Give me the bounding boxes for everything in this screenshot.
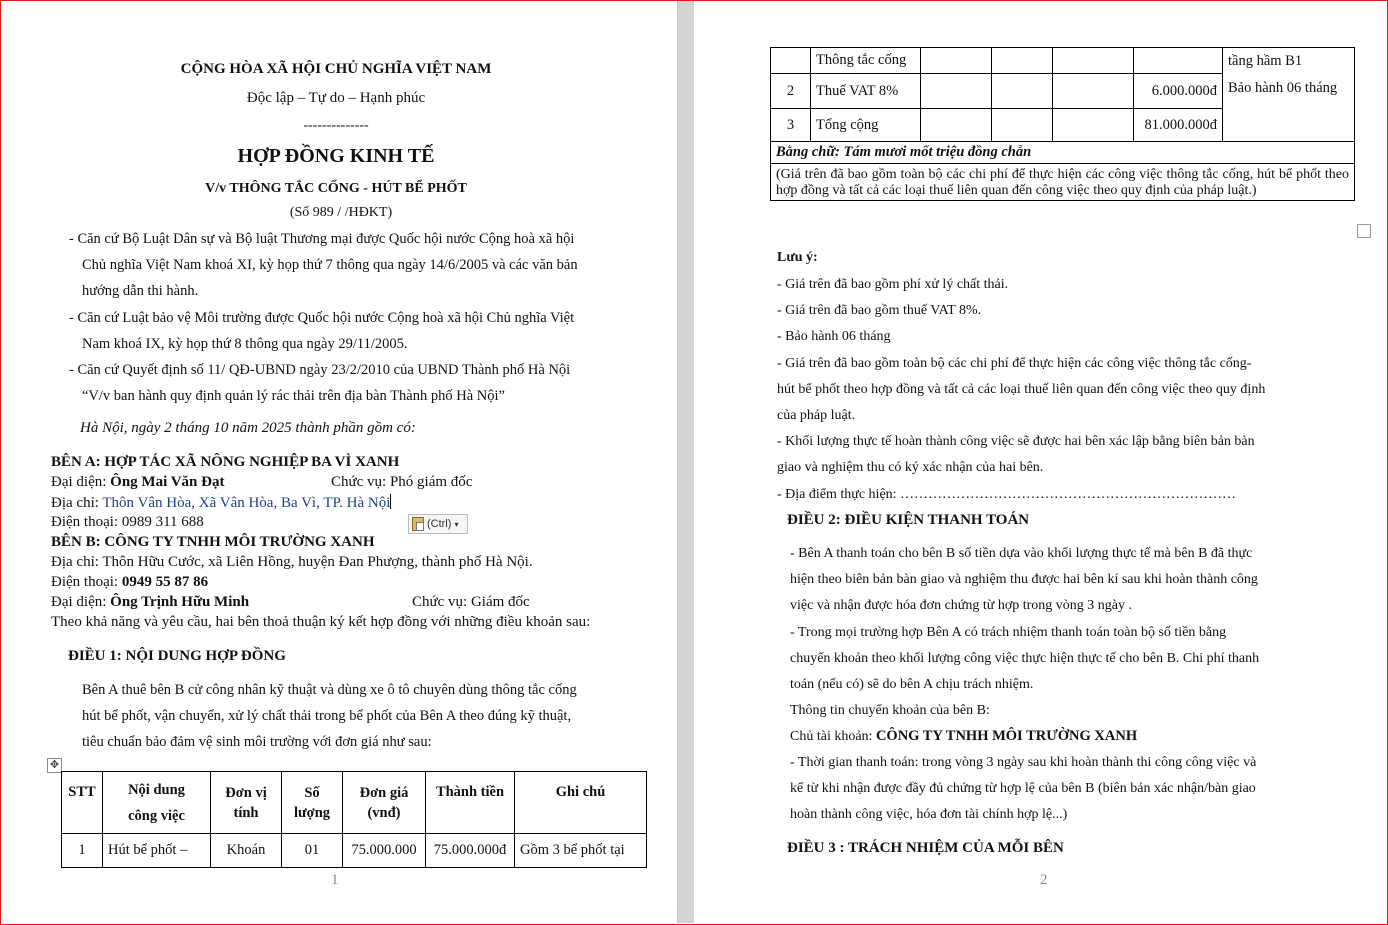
table-resize-handle[interactable] — [1357, 224, 1371, 238]
label: Đại diện: — [51, 594, 111, 610]
cell-empty — [1053, 109, 1134, 142]
article-2-heading: ĐIỀU 2: ĐIỀU KIỆN THANH TOÁN — [787, 512, 1030, 528]
header-divider: -------------- — [303, 118, 369, 133]
table-row — [771, 48, 1355, 74]
party-a-representative — [51, 474, 224, 491]
cell-unit: Khoán — [211, 834, 282, 868]
note-line: tầng hầm B1 — [1228, 53, 1303, 69]
cell-empty — [992, 74, 1053, 109]
text-line: Bên A thuê bên B cử công nhân kỹ thuật và dùng xe ô tô chuyên dùng thông tắc cống — [82, 682, 577, 698]
party-b-representative — [51, 594, 249, 611]
header-total: Thành tiền — [426, 772, 515, 834]
cell-empty — [992, 109, 1053, 142]
note-line: - Địa điểm thực hiện: ……………………………………………………………… — [777, 486, 1237, 502]
text-line: Nam khoá IX, kỳ họp thứ 8 thông qua ngày 29/11/2005. — [82, 336, 408, 353]
article-1-heading: ĐIỀU 1: NỘI DUNG HỢP ĐỒNG — [68, 648, 286, 664]
cell-note — [1223, 48, 1355, 142]
cell-unit-price: 75.000.000 — [343, 834, 426, 868]
text-line: toán (nếu có) sẽ do bên A chịu trách nhiệm. — [790, 677, 1034, 693]
header-quantity — [282, 772, 343, 834]
party-a-phone: Điện thoại: 0989 311 688 — [51, 514, 204, 530]
contract-subtitle: V/v THÔNG TẮC CỐNG - HÚT BỂ PHỐT — [205, 181, 467, 196]
account-owner — [790, 728, 1137, 745]
document-page-1 — [1, 1, 677, 923]
header-unit-price — [343, 772, 426, 834]
party-a-address — [51, 494, 391, 512]
cell-empty — [992, 48, 1053, 74]
representative-name: Ông Mai Văn Đạt — [110, 474, 225, 490]
article-3-heading: ĐIỀU 3 : TRÁCH NHIỆM CỦA MỖI BÊN — [787, 840, 1064, 856]
party-b-address: Địa chỉ: Thôn Hữu Cước, xã Liên Hồng, huyện Đan Phượng, thành phố Hà Nội. — [51, 554, 533, 570]
label: Đại diện: — [51, 474, 111, 490]
header-line: Đơn giá — [359, 784, 409, 801]
legal-basis-3 — [69, 357, 570, 409]
party-a-position: Chức vụ: Phó giám đốc — [331, 474, 473, 490]
table-row — [771, 142, 1355, 164]
national-motto: Độc lập – Tự do – Hạnh phúc — [246, 90, 426, 106]
notes-list — [777, 272, 1265, 508]
text-line: - Bên A thanh toán cho bên B số tiền dựa vào khối lượng thực tế mà bên B đã thực — [790, 546, 1253, 561]
label: Chủ tài khoản: — [790, 729, 876, 744]
table-row — [771, 164, 1355, 201]
header-content — [103, 772, 211, 834]
note-line: - Giá trên đã bao gồm thuế VAT 8%. — [777, 303, 982, 319]
amount-in-words: Bằng chữ: Tám mươi mốt triệu đồng chẵn — [771, 142, 1355, 164]
address-value: Thôn Vân Hòa, Xã Vân Hòa, Ba Vì, TP. Hà Nội — [102, 495, 391, 511]
party-b-position: Chức vụ: Giám đốc — [412, 594, 530, 610]
price-table-continued — [770, 47, 1355, 201]
payment-clause-2 — [790, 620, 1259, 699]
chevron-down-icon: ▾ — [454, 519, 459, 529]
document-page-2 — [694, 1, 1386, 923]
cell-content: Thông tắc cống — [811, 48, 921, 74]
page-gap — [677, 1, 695, 923]
cell-stt — [771, 48, 811, 74]
text-line: chuyển khoản theo khối lượng công việc thực hiện thực tế cho bên B. Chi phí thanh — [790, 651, 1260, 667]
text-line: hiện theo biên bản bàn giao và nghiệm thu được hai bên kí sau khi hoàn thành công — [790, 572, 1258, 588]
text-line: - Trong mọi trường hợp Bên A có trách nhiệm thanh toán toàn bộ số tiền bằng — [790, 625, 1227, 640]
clipboard-icon — [412, 517, 424, 531]
cell-content: Tổng cộng — [811, 109, 921, 142]
text-line: - Thời gian thanh toán: trong vòng 3 ngày sau khi hoàn thành thi công công việc và — [790, 755, 1257, 770]
party-b-phone — [51, 574, 208, 591]
note-line: giao và nghiệm thu có ký xác nhận của hai bên. — [777, 460, 1044, 476]
party-a-heading: BÊN A: HỢP TÁC XÃ NÔNG NGHIỆP BA VÌ XANH — [51, 454, 400, 470]
text-line: Chủ nghĩa Việt Nam khoá XI, kỳ họp thứ 7 thông qua ngày 14/6/2005 và các văn bản — [82, 257, 578, 274]
header-stt: STT — [62, 772, 103, 834]
cell-empty — [1053, 48, 1134, 74]
price-includes-note: (Giá trên đã bao gồm toàn bộ các chi phí để thực hiện các công việc thông tắc cống, hút bể phốt theo hợp đồng và tất cả các loại thuế liên quan đến công việc theo quy định của pháp luật.) — [771, 164, 1355, 201]
table-header-row — [62, 772, 647, 834]
paste-options-button[interactable] — [408, 514, 468, 534]
text-line: - Căn cứ Luật bảo vệ Môi trường được Quốc hội nước Cộng hoà xã hội Chủ nghĩa Việt — [69, 310, 575, 326]
header-unit — [211, 772, 282, 834]
cell-stt: 2 — [771, 74, 811, 109]
legal-basis-2 — [69, 305, 574, 357]
date-line: Hà Nội, ngày 2 tháng 10 năm 2025 thành phần gồm có: — [80, 420, 416, 436]
label: Địa chỉ: — [51, 495, 103, 511]
legal-basis-1 — [69, 226, 578, 305]
article-1-body — [82, 677, 577, 756]
header-note: Ghi chú — [515, 772, 647, 834]
paste-label: (Ctrl) — [427, 518, 452, 530]
table-row — [62, 834, 647, 868]
account-owner-name: CÔNG TY TNHH MÔI TRƯỜNG XANH — [875, 728, 1138, 744]
header-line: (vnđ) — [367, 804, 401, 821]
notes-title: Lưu ý: — [777, 250, 818, 265]
header-line: tính — [233, 804, 259, 821]
text-line: tiêu chuẩn bảo đảm vệ sinh môi trường với đơn giá như sau: — [82, 734, 432, 751]
national-header: CỘNG HÒA XÃ HỘI CHỦ NGHĨA VIỆT NAM — [180, 61, 492, 77]
text-line: - Căn cứ Quyết định số 11/ QĐ-UBND ngày 23/2/2010 của UBND Thành phố Hà Nội — [69, 362, 571, 378]
note-line: hút bể phốt theo hợp đồng và tất cả các loại thuế liên quan đến công việc theo quy định — [777, 381, 1266, 397]
note-line: của pháp luật. — [777, 408, 856, 424]
phone-value: 0949 55 87 86 — [121, 574, 209, 590]
agreement-line: Theo khả năng và yêu cầu, hai bên thoả thuận ký kết hợp đồng với những điều khoản sau: — [51, 614, 591, 630]
text-cursor — [390, 494, 391, 509]
payment-clause-1 — [790, 541, 1258, 620]
cell-content: Hút bể phốt – — [103, 834, 211, 868]
cell-quantity: 01 — [282, 834, 343, 868]
table-move-handle-icon[interactable]: ✥ — [47, 758, 62, 773]
payment-time — [790, 750, 1256, 829]
note-line: - Bảo hành 06 tháng — [777, 329, 891, 345]
note-line: - Giá trên đã bao gồm toàn bộ các chi phí để thực hiện các công việc thông tắc cống- — [777, 355, 1252, 371]
cell-empty — [1053, 74, 1134, 109]
text-line: hút bể phốt, vận chuyển, xử lý chất thải trong bể phốt của Bên A theo đúng kỹ thuật, — [82, 708, 572, 725]
price-table — [61, 771, 647, 868]
header-line: Đơn vị — [225, 784, 267, 801]
party-b-heading: BÊN B: CÔNG TY TNHH MÔI TRƯỜNG XANH — [51, 534, 375, 550]
text-line: kể từ khi nhận được đầy đủ chứng từ hợp lệ của bên B (biên bản xác nhận/bàn giao — [790, 781, 1256, 797]
text-line: hướng dẫn thi hành. — [82, 283, 199, 300]
contract-title: HỢP ĐỒNG KINH TẾ — [237, 145, 435, 167]
header-line: Số — [304, 784, 320, 801]
cell-content: Thuế VAT 8% — [811, 74, 921, 109]
text-line: hoàn thành công việc, hóa đơn tài chính hợp lệ...) — [790, 807, 1068, 823]
header-line: Nội dung — [128, 781, 185, 798]
cell-stt: 1 — [62, 834, 103, 868]
note-line: - Khối lượng thực tế hoàn thành công việc sẽ được hai bên xác lập bằng biên bản bàn — [777, 434, 1255, 450]
representative-name: Ông Trịnh Hữu Minh — [110, 594, 250, 610]
page-number: 2 — [1040, 872, 1048, 888]
text-line: việc và nhận được hóa đơn chứng từ hợp trong vòng 3 ngày . — [790, 598, 1133, 614]
cell-note: Gồm 3 bể phốt tại — [515, 834, 647, 868]
page-number: 1 — [331, 872, 339, 888]
note-line: - Giá trên đã bao gồm phí xử lý chất thải. — [777, 277, 1009, 292]
cell-total: 6.000.000đ — [1134, 74, 1223, 109]
header-line: lượng — [293, 804, 331, 821]
contract-number: (Số 989 / /HĐKT) — [289, 205, 393, 220]
bank-info-label: Thông tin chuyển khoản của bên B: — [790, 703, 990, 718]
cell-empty — [921, 48, 992, 74]
cell-empty — [921, 74, 992, 109]
cell-total — [1134, 48, 1223, 74]
cell-total: 75.000.000đ — [426, 834, 515, 868]
header-line: công việc — [128, 807, 185, 824]
label: Điện thoại: — [51, 574, 122, 590]
cell-stt: 3 — [771, 109, 811, 142]
note-line: Bảo hành 06 tháng — [1228, 80, 1338, 96]
cell-total: 81.000.000đ — [1134, 109, 1223, 142]
text-line: “V/v ban hành quy định quản lý rác thải trên địa bàn Thành phố Hà Nội” — [82, 388, 505, 405]
cell-empty — [921, 109, 992, 142]
text-line: - Căn cứ Bộ Luật Dân sự và Bộ luật Thương mại được Quốc hội nước Cộng hoà xã hội — [69, 231, 575, 247]
